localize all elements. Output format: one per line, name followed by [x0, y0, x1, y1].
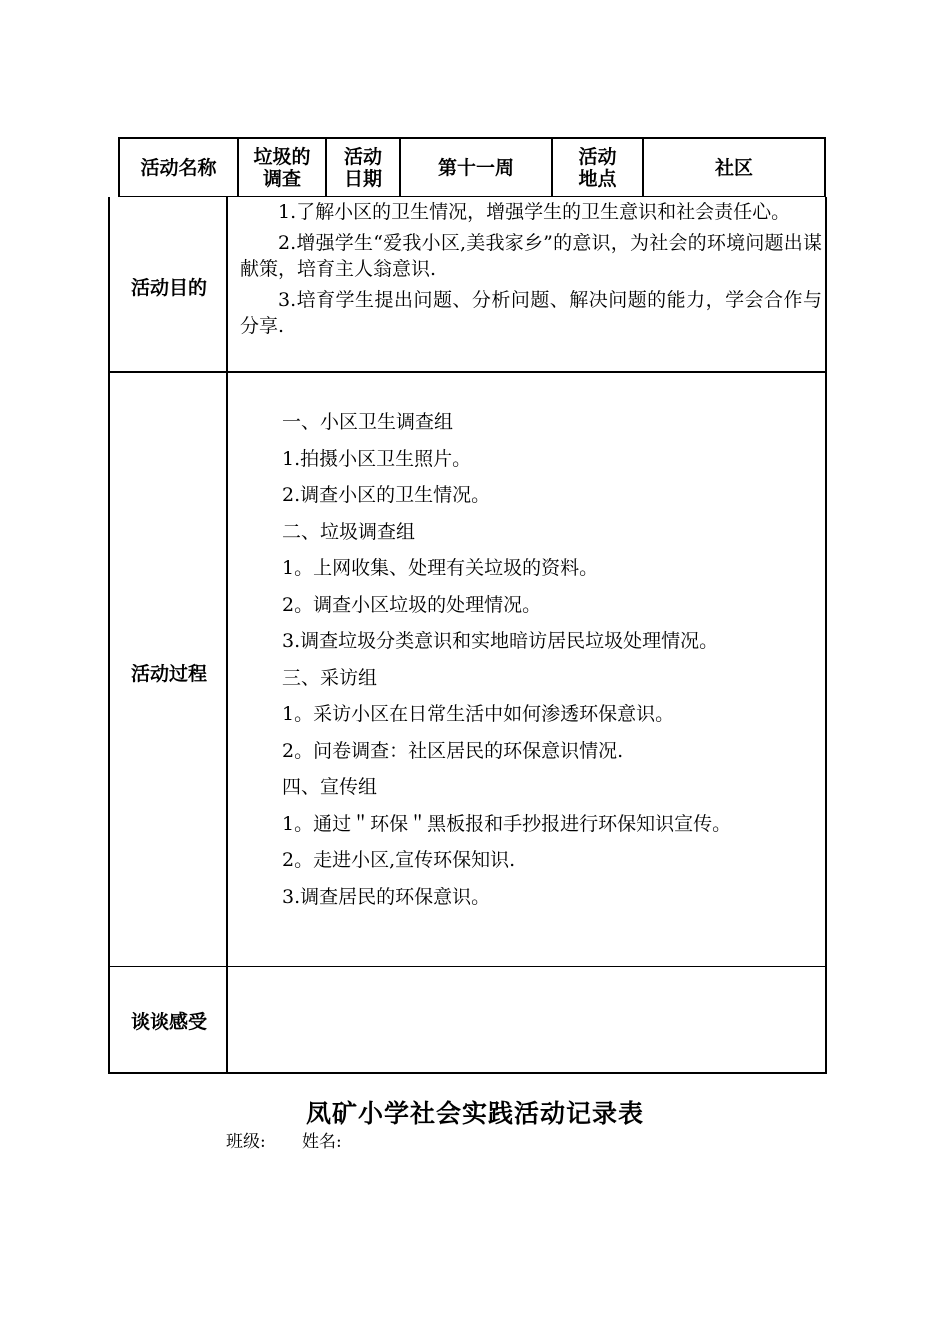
process-line: 3.调查居民的环保意识。 — [282, 885, 491, 908]
document-title: 凤矿小学社会实践活动记录表 — [305, 1099, 644, 1128]
activity-date-label — [327, 139, 401, 196]
process-content — [282, 409, 731, 920]
process-line: 2。调查小区垃圾的处理情况。 — [282, 593, 542, 616]
activity-date-line2: 日期 — [343, 167, 382, 190]
activity-date-value: 第十一周 — [401, 139, 553, 196]
activity-name-value — [239, 139, 327, 196]
activity-place-line1: 活动 — [578, 145, 617, 168]
process-line: 3.调查垃圾分类意识和实地暗访居民垃圾处理情况。 — [282, 630, 719, 652]
divider-purpose-process — [110, 371, 825, 373]
class-label: 班级: — [226, 1132, 266, 1152]
purpose-label: 活动目的 — [130, 277, 207, 299]
process-line: 1。采访小区在日常生活中如何渗透环保意识。 — [282, 703, 675, 725]
body-table — [108, 197, 827, 1074]
process-line: 2。问卷调查：社区居民的环保意识情况. — [282, 739, 624, 762]
purpose-item: 2.增强学生“爱我小区,美我家乡”的意识，为社会的环境问题出谋献策，培育主人翁意识. — [240, 232, 822, 280]
activity-date-line1: 活动 — [343, 145, 382, 168]
process-line: 一、小区卫生调查组 — [282, 411, 454, 433]
process-label: 活动过程 — [130, 663, 207, 685]
process-line: 2。走进小区,宣传环保知识. — [282, 849, 516, 871]
process-line: 1.拍摄小区卫生照片。 — [282, 447, 472, 470]
activity-name-label: 活动名称 — [120, 139, 239, 196]
purpose-item: 3.培育学生提出问题、分析问题、解决问题的能力，学会合作与分享. — [240, 289, 822, 337]
activity-place-line2: 地点 — [578, 167, 617, 190]
name-label: 姓名: — [302, 1132, 342, 1152]
activity-name-line1: 垃圾的 — [253, 145, 311, 168]
activity-name-line2: 调查 — [262, 167, 301, 190]
divider-process-feelings — [110, 966, 825, 967]
purpose-content — [240, 199, 822, 344]
process-line: 四、宣传组 — [282, 776, 378, 798]
feelings-label: 谈谈感受 — [130, 1011, 207, 1033]
process-line: 2.调查小区的卫生情况。 — [282, 484, 491, 506]
header-row — [118, 137, 826, 197]
process-line: 1。上网收集、处理有关垃圾的资料。 — [282, 557, 599, 579]
process-line: 1。通过＂环保＂黑板报和手抄报进行环保知识宣传。 — [282, 812, 732, 835]
process-line: 三、采访组 — [282, 666, 378, 689]
activity-place-value: 社区 — [714, 156, 753, 179]
activity-place-label — [553, 139, 644, 196]
purpose-item: 1.了解小区的卫生情况，增强学生的卫生意识和社会责任心。 — [278, 201, 791, 223]
process-line: 二、垃圾调查组 — [282, 520, 416, 543]
label-column — [110, 197, 228, 1072]
